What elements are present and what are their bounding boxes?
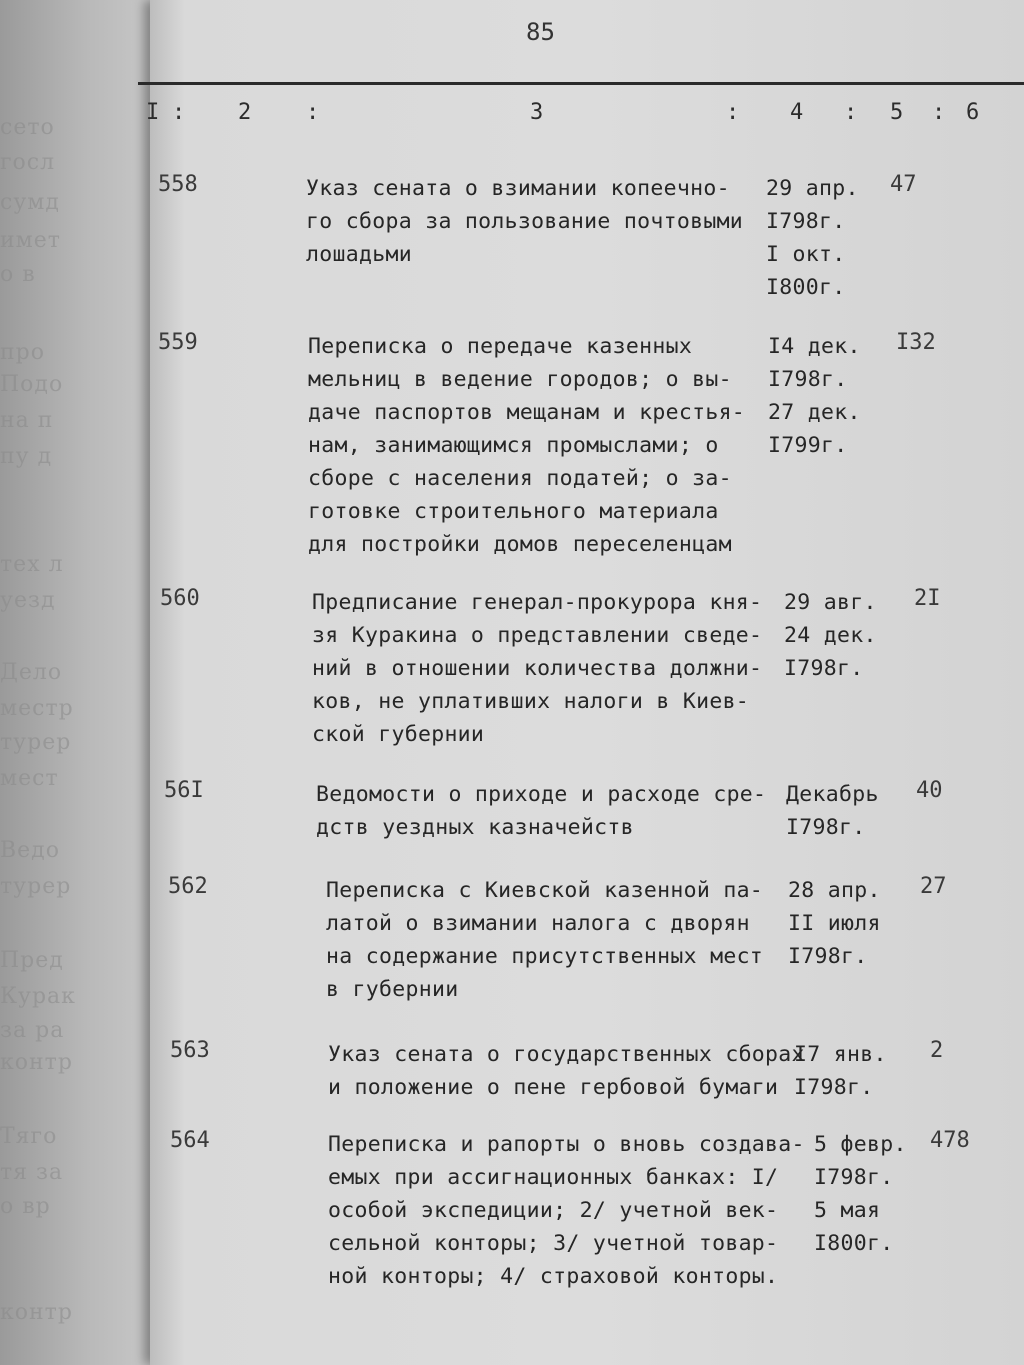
record-dates: Декабрь I798г. — [786, 782, 879, 840]
record-dates: 28 апр. II июля I798г. — [788, 878, 881, 969]
adjacent-page-text: про — [0, 340, 45, 365]
record-sheet-count: 40 — [916, 778, 943, 803]
record-number: 563 — [170, 1038, 210, 1063]
record-title: Указ сената о государственных сборах и положение о пене гербовой бумаги — [328, 1042, 805, 1100]
record-title: Предписание генерал-прокурора кня- зя Куракина о представлении сведе- ний в отношении количества должни- ков, не уплативших налоги в Киев- ской губернии — [312, 590, 763, 747]
adjacent-page-text: пу д — [0, 444, 53, 469]
adjacent-page-text: местр — [0, 696, 74, 721]
column-separator: : — [932, 100, 946, 125]
record-sheet-count: I32 — [896, 330, 936, 355]
adjacent-page-text: сето — [0, 115, 55, 140]
column-header-4: 4 — [790, 100, 804, 125]
adjacent-page-text: Ведо — [0, 838, 60, 863]
record-title: Переписка о передаче казенных мельниц в ведение городов; о вы- даче паспортов мещанам и крестья- нам, занимающимся промыслами; о сборе с населения податей; о за- готовке строительного материала для постройки домов переселенцам — [308, 334, 746, 557]
adjacent-page-text: контр — [0, 1300, 73, 1325]
column-separator: : — [172, 100, 186, 125]
record-dates: I7 янв. I798г. — [794, 1042, 887, 1100]
record-sheet-count: 478 — [930, 1128, 970, 1153]
record-sheet-count: 2I — [914, 586, 941, 611]
column-header-6: 6 — [966, 100, 980, 125]
column-separator: : — [306, 100, 320, 125]
adjacent-page-text: контр — [0, 1050, 73, 1075]
adjacent-page-text: Пред — [0, 948, 64, 973]
adjacent-page-text: за ра — [0, 1018, 65, 1043]
adjacent-page — [0, 0, 160, 1365]
adjacent-page-text: Тяго — [0, 1124, 58, 1149]
column-header-3: 3 — [530, 100, 544, 125]
record-dates: 29 авг. 24 дек. I798г. — [784, 590, 877, 681]
adjacent-page-text: Дело — [0, 660, 63, 685]
record-title: Ведомости о приходе и расходе сре- дств уездных казначейств — [316, 782, 767, 840]
record-number: 564 — [170, 1128, 210, 1153]
record-number: 558 — [158, 172, 198, 197]
page-number: 85 — [526, 18, 555, 46]
adjacent-page-text: госл — [0, 150, 56, 175]
record-sheet-count: 27 — [920, 874, 947, 899]
adjacent-page-text: Курак — [0, 984, 76, 1009]
record-dates: 29 апр. I798г. I окт. I800г. — [766, 176, 859, 300]
adjacent-page-text: турер — [0, 730, 72, 755]
column-header-2: 2 — [238, 100, 252, 125]
adjacent-page-text: Подо — [0, 372, 64, 397]
adjacent-page-text: тя за — [0, 1160, 64, 1185]
adjacent-page-text: уезд — [0, 588, 56, 613]
adjacent-page-text: мест — [0, 766, 59, 791]
record-dates: I4 дек. I798г. 27 дек. I799г. — [768, 334, 861, 458]
adjacent-page-text: о вр — [0, 1194, 51, 1219]
record-dates: 5 февр. I798г. 5 мая I800г. — [814, 1132, 907, 1256]
record-sheet-count: 47 — [890, 172, 917, 197]
record-number: 559 — [158, 330, 198, 355]
document-page — [146, 0, 1024, 1365]
column-header-1: I — [146, 100, 160, 125]
header-rule — [138, 82, 1024, 85]
adjacent-page-text: имет — [0, 228, 61, 253]
record-title: Указ сената о взимании копеечно- го сбора за пользование почтовыми лошадьми — [306, 176, 744, 267]
adjacent-page-text: о в — [0, 262, 36, 287]
column-separator: : — [726, 100, 740, 125]
adjacent-page-text: сумд — [0, 190, 60, 215]
record-title: Переписка и рапорты о вновь создава- емых при ассигнационных банках: I/ особой экспедиции; 2/ учетной век- сельной конторы; 3/ учетной товар- ной конторы; 4/ страховой конторы. — [328, 1132, 805, 1289]
column-header-5: 5 — [890, 100, 904, 125]
adjacent-page-text: турер — [0, 874, 72, 899]
adjacent-page-text: тех л — [0, 552, 64, 577]
adjacent-page-text: на п — [0, 408, 54, 433]
record-number: 56I — [164, 778, 204, 803]
record-title: Переписка с Киевской казенной па- латой о взимании налога с дворян на содержание присутственных мест в губернии — [326, 878, 764, 1002]
record-number: 562 — [168, 874, 208, 899]
record-sheet-count: 2 — [930, 1038, 944, 1063]
record-number: 560 — [160, 586, 200, 611]
column-separator: : — [844, 100, 858, 125]
